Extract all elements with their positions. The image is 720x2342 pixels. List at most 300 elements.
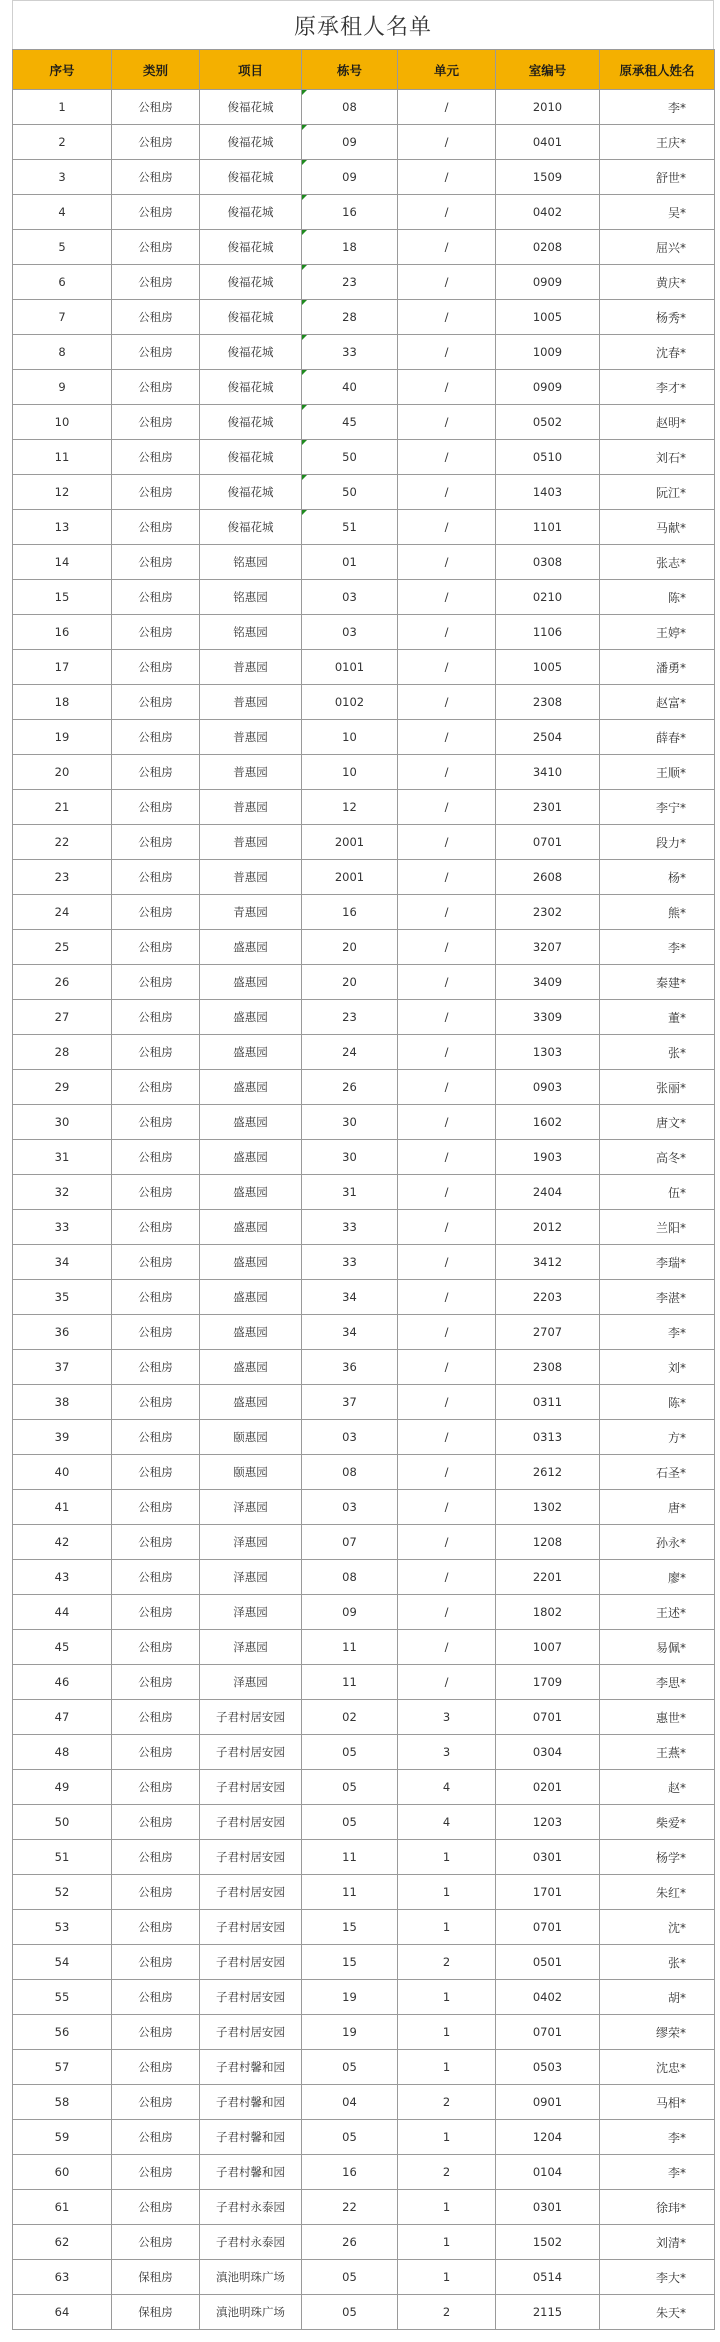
building-cell: 28 [302, 300, 398, 335]
category-cell: 公租房 [112, 1910, 200, 1945]
room-cell: 1509 [496, 160, 600, 195]
room-cell: 2012 [496, 1210, 600, 1245]
table-row [13, 755, 715, 790]
building-cell: 33 [302, 335, 398, 370]
row-index-cell: 4 [13, 195, 112, 230]
row-index-cell: 5 [13, 230, 112, 265]
row-index-cell: 52 [13, 1875, 112, 1910]
header-row [13, 50, 715, 90]
category-cell: 公租房 [112, 1945, 200, 1980]
project-cell: 子君村永泰园 [200, 2225, 302, 2260]
project-cell: 铭惠园 [200, 615, 302, 650]
category-cell: 公租房 [112, 1560, 200, 1595]
unit-cell: / [398, 930, 496, 965]
category-cell: 公租房 [112, 440, 200, 475]
table-row [13, 1770, 715, 1805]
row-index-cell: 19 [13, 720, 112, 755]
project-cell: 盛惠园 [200, 1105, 302, 1140]
room-cell: 2010 [496, 90, 600, 125]
category-cell: 公租房 [112, 860, 200, 895]
table-row [13, 860, 715, 895]
project-cell: 普惠园 [200, 720, 302, 755]
project-cell: 青惠园 [200, 895, 302, 930]
room-cell: 2203 [496, 1280, 600, 1315]
project-cell: 普惠园 [200, 685, 302, 720]
table-row [13, 930, 715, 965]
category-cell: 公租房 [112, 510, 200, 545]
tenant-name-cell: 方* [600, 1420, 715, 1455]
table-row [13, 1000, 715, 1035]
row-index-cell: 6 [13, 265, 112, 300]
building-cell: 15 [302, 1945, 398, 1980]
project-cell: 子君村居安园 [200, 1840, 302, 1875]
table-row [13, 1525, 715, 1560]
tenant-name-cell: 马相* [600, 2085, 715, 2120]
unit-cell: / [398, 860, 496, 895]
project-cell: 泽惠园 [200, 1630, 302, 1665]
unit-cell: 2 [398, 2295, 496, 2330]
unit-cell: / [398, 1350, 496, 1385]
table-row [13, 615, 715, 650]
project-cell: 颐惠园 [200, 1420, 302, 1455]
project-cell: 子君村居安园 [200, 1700, 302, 1735]
column-header-category: 类别 [112, 50, 200, 90]
project-cell: 俊福花城 [200, 230, 302, 265]
row-index-cell: 25 [13, 930, 112, 965]
category-cell: 公租房 [112, 2015, 200, 2050]
category-cell: 公租房 [112, 2050, 200, 2085]
room-cell: 1502 [496, 2225, 600, 2260]
unit-cell: / [398, 1525, 496, 1560]
unit-cell: 1 [398, 1840, 496, 1875]
project-cell: 泽惠园 [200, 1560, 302, 1595]
project-cell: 子君村馨和园 [200, 2050, 302, 2085]
table-row [13, 1630, 715, 1665]
tenant-name-cell: 李湛* [600, 1280, 715, 1315]
tenant-name-cell: 胡* [600, 1980, 715, 2015]
room-cell: 2301 [496, 790, 600, 825]
project-cell: 普惠园 [200, 860, 302, 895]
category-cell: 公租房 [112, 965, 200, 1000]
unit-cell: / [398, 1560, 496, 1595]
table-row [13, 685, 715, 720]
row-index-cell: 54 [13, 1945, 112, 1980]
category-cell: 公租房 [112, 1700, 200, 1735]
table-row [13, 125, 715, 160]
table-row [13, 1735, 715, 1770]
table-row [13, 1700, 715, 1735]
project-cell: 俊福花城 [200, 405, 302, 440]
room-cell: 0304 [496, 1735, 600, 1770]
category-cell: 公租房 [112, 1420, 200, 1455]
tenant-name-cell: 董* [600, 1000, 715, 1035]
building-cell: 08 [302, 1560, 398, 1595]
table-row [13, 1490, 715, 1525]
tenant-name-cell: 秦建* [600, 965, 715, 1000]
room-cell: 3409 [496, 965, 600, 1000]
project-cell: 盛惠园 [200, 1280, 302, 1315]
room-cell: 0308 [496, 545, 600, 580]
category-cell: 公租房 [112, 2085, 200, 2120]
row-index-cell: 33 [13, 1210, 112, 1245]
project-cell: 子君村居安园 [200, 2015, 302, 2050]
table-row [13, 1315, 715, 1350]
category-cell: 公租房 [112, 1770, 200, 1805]
room-cell: 3207 [496, 930, 600, 965]
project-cell: 滇池明珠广场 [200, 2260, 302, 2295]
row-index-cell: 2 [13, 125, 112, 160]
project-cell: 俊福花城 [200, 370, 302, 405]
project-cell: 盛惠园 [200, 930, 302, 965]
unit-cell: / [398, 230, 496, 265]
room-cell: 0901 [496, 2085, 600, 2120]
building-cell: 19 [302, 1980, 398, 2015]
room-cell: 1802 [496, 1595, 600, 1630]
table-row [13, 2190, 715, 2225]
room-cell: 0903 [496, 1070, 600, 1105]
building-cell: 36 [302, 1350, 398, 1385]
tenant-name-cell: 沈春* [600, 335, 715, 370]
table-row [13, 1105, 715, 1140]
table-row [13, 2260, 715, 2295]
room-cell: 1204 [496, 2120, 600, 2155]
tenant-name-cell: 吴* [600, 195, 715, 230]
unit-cell: 1 [398, 2260, 496, 2295]
unit-cell: / [398, 1000, 496, 1035]
building-cell: 26 [302, 1070, 398, 1105]
tenant-name-cell: 李* [600, 90, 715, 125]
tenant-name-cell: 李* [600, 2120, 715, 2155]
room-cell: 0401 [496, 125, 600, 160]
room-cell: 0701 [496, 1910, 600, 1945]
building-cell: 09 [302, 125, 398, 160]
row-index-cell: 21 [13, 790, 112, 825]
table-row [13, 90, 715, 125]
room-cell: 0210 [496, 580, 600, 615]
project-cell: 子君村居安园 [200, 1805, 302, 1840]
table-row [13, 1385, 715, 1420]
project-cell: 俊福花城 [200, 125, 302, 160]
building-cell: 08 [302, 90, 398, 125]
row-index-cell: 18 [13, 685, 112, 720]
unit-cell: / [398, 895, 496, 930]
tenant-name-cell: 伍* [600, 1175, 715, 1210]
category-cell: 公租房 [112, 1035, 200, 1070]
unit-cell: 4 [398, 1805, 496, 1840]
row-index-cell: 64 [13, 2295, 112, 2330]
project-cell: 子君村馨和园 [200, 2085, 302, 2120]
column-header-tenant-name: 原承租人姓名 [600, 50, 715, 90]
project-cell: 盛惠园 [200, 1175, 302, 1210]
project-cell: 俊福花城 [200, 440, 302, 475]
unit-cell: / [398, 1070, 496, 1105]
unit-cell: / [398, 720, 496, 755]
room-cell: 0301 [496, 1840, 600, 1875]
tenant-name-cell: 朱红* [600, 1875, 715, 1910]
row-index-cell: 43 [13, 1560, 112, 1595]
project-cell: 盛惠园 [200, 1210, 302, 1245]
tenant-name-cell: 阮江* [600, 475, 715, 510]
project-cell: 俊福花城 [200, 195, 302, 230]
category-cell: 公租房 [112, 405, 200, 440]
room-cell: 0402 [496, 1980, 600, 2015]
tenant-name-cell: 张丽* [600, 1070, 715, 1105]
row-index-cell: 47 [13, 1700, 112, 1735]
room-cell: 0909 [496, 265, 600, 300]
category-cell: 公租房 [112, 1595, 200, 1630]
room-cell: 2115 [496, 2295, 600, 2330]
unit-cell: 2 [398, 1945, 496, 1980]
tenant-name-cell: 熊* [600, 895, 715, 930]
table-row [13, 160, 715, 195]
building-cell: 0101 [302, 650, 398, 685]
unit-cell: / [398, 615, 496, 650]
unit-cell: / [398, 545, 496, 580]
unit-cell: / [398, 790, 496, 825]
category-cell: 公租房 [112, 1350, 200, 1385]
category-cell: 公租房 [112, 265, 200, 300]
page-title: 原承租人名单 [293, 14, 432, 40]
table-row [13, 1070, 715, 1105]
room-cell: 2308 [496, 1350, 600, 1385]
unit-cell: / [398, 265, 496, 300]
project-cell: 盛惠园 [200, 1035, 302, 1070]
building-cell: 50 [302, 440, 398, 475]
building-cell: 03 [302, 1420, 398, 1455]
building-cell: 16 [302, 195, 398, 230]
unit-cell: / [398, 1455, 496, 1490]
row-index-cell: 16 [13, 615, 112, 650]
unit-cell: / [398, 965, 496, 1000]
room-cell: 0311 [496, 1385, 600, 1420]
title-row [12, 0, 714, 49]
category-cell: 公租房 [112, 1245, 200, 1280]
project-cell: 子君村馨和园 [200, 2120, 302, 2155]
tenant-name-cell: 王燕* [600, 1735, 715, 1770]
project-cell: 俊福花城 [200, 510, 302, 545]
room-cell: 2504 [496, 720, 600, 755]
unit-cell: / [398, 195, 496, 230]
project-cell: 普惠园 [200, 790, 302, 825]
project-cell: 俊福花城 [200, 160, 302, 195]
building-cell: 23 [302, 1000, 398, 1035]
building-cell: 10 [302, 720, 398, 755]
category-cell: 公租房 [112, 825, 200, 860]
building-cell: 37 [302, 1385, 398, 1420]
tenant-name-cell: 李大* [600, 2260, 715, 2295]
category-cell: 公租房 [112, 650, 200, 685]
row-index-cell: 36 [13, 1315, 112, 1350]
building-cell: 05 [302, 2295, 398, 2330]
tenant-name-cell: 刘清* [600, 2225, 715, 2260]
building-cell: 11 [302, 1665, 398, 1700]
project-cell: 泽惠园 [200, 1595, 302, 1630]
room-cell: 2308 [496, 685, 600, 720]
room-cell: 0514 [496, 2260, 600, 2295]
row-index-cell: 27 [13, 1000, 112, 1035]
room-cell: 0909 [496, 370, 600, 405]
unit-cell: / [398, 825, 496, 860]
table-row [13, 195, 715, 230]
table-row [13, 1210, 715, 1245]
category-cell: 公租房 [112, 1875, 200, 1910]
row-index-cell: 55 [13, 1980, 112, 2015]
building-cell: 33 [302, 1210, 398, 1245]
unit-cell: 4 [398, 1770, 496, 1805]
tenant-name-cell: 杨学* [600, 1840, 715, 1875]
room-cell: 3309 [496, 1000, 600, 1035]
tenant-name-cell: 李* [600, 2155, 715, 2190]
category-cell: 公租房 [112, 2225, 200, 2260]
row-index-cell: 50 [13, 1805, 112, 1840]
row-index-cell: 32 [13, 1175, 112, 1210]
room-cell: 1903 [496, 1140, 600, 1175]
table-row [13, 1595, 715, 1630]
room-cell: 2608 [496, 860, 600, 895]
table-row [13, 510, 715, 545]
unit-cell: / [398, 685, 496, 720]
unit-cell: / [398, 1210, 496, 1245]
unit-cell: 1 [398, 2190, 496, 2225]
room-cell: 2302 [496, 895, 600, 930]
project-cell: 子君村居安园 [200, 1875, 302, 1910]
category-cell: 公租房 [112, 1980, 200, 2015]
unit-cell: / [398, 1595, 496, 1630]
building-cell: 20 [302, 965, 398, 1000]
building-cell: 11 [302, 1840, 398, 1875]
unit-cell: / [398, 755, 496, 790]
category-cell: 公租房 [112, 1175, 200, 1210]
row-index-cell: 56 [13, 2015, 112, 2050]
tenant-name-cell: 李* [600, 930, 715, 965]
room-cell: 0701 [496, 825, 600, 860]
unit-cell: / [398, 90, 496, 125]
column-header-project: 项目 [200, 50, 302, 90]
table-row [13, 405, 715, 440]
building-cell: 15 [302, 1910, 398, 1945]
building-cell: 16 [302, 2155, 398, 2190]
building-cell: 34 [302, 1315, 398, 1350]
table-row [13, 1035, 715, 1070]
table-row [13, 2155, 715, 2190]
room-cell: 1701 [496, 1875, 600, 1910]
category-cell: 保租房 [112, 2295, 200, 2330]
building-cell: 10 [302, 755, 398, 790]
building-cell: 0102 [302, 685, 398, 720]
category-cell: 公租房 [112, 125, 200, 160]
category-cell: 公租房 [112, 1490, 200, 1525]
room-cell: 0502 [496, 405, 600, 440]
building-cell: 03 [302, 615, 398, 650]
category-cell: 公租房 [112, 895, 200, 930]
tenant-name-cell: 缪荣* [600, 2015, 715, 2050]
table-row [13, 230, 715, 265]
building-cell: 09 [302, 160, 398, 195]
category-cell: 公租房 [112, 335, 200, 370]
room-cell: 1303 [496, 1035, 600, 1070]
tenant-name-cell: 杨秀* [600, 300, 715, 335]
room-cell: 1005 [496, 650, 600, 685]
building-cell: 23 [302, 265, 398, 300]
room-cell: 0701 [496, 2015, 600, 2050]
row-index-cell: 38 [13, 1385, 112, 1420]
row-index-cell: 40 [13, 1455, 112, 1490]
project-cell: 普惠园 [200, 650, 302, 685]
room-cell: 1101 [496, 510, 600, 545]
tenant-name-cell: 马献* [600, 510, 715, 545]
tenant-name-cell: 黄庆* [600, 265, 715, 300]
roster-sheet [12, 0, 714, 2330]
category-cell: 公租房 [112, 1735, 200, 1770]
building-cell: 12 [302, 790, 398, 825]
row-index-cell: 60 [13, 2155, 112, 2190]
building-cell: 2001 [302, 825, 398, 860]
row-index-cell: 15 [13, 580, 112, 615]
row-index-cell: 10 [13, 405, 112, 440]
tenant-name-cell: 徐玮* [600, 2190, 715, 2225]
unit-cell: / [398, 1105, 496, 1140]
category-cell: 公租房 [112, 615, 200, 650]
row-index-cell: 9 [13, 370, 112, 405]
project-cell: 子君村居安园 [200, 1980, 302, 2015]
project-cell: 盛惠园 [200, 1070, 302, 1105]
category-cell: 公租房 [112, 370, 200, 405]
category-cell: 公租房 [112, 1315, 200, 1350]
row-index-cell: 48 [13, 1735, 112, 1770]
category-cell: 公租房 [112, 755, 200, 790]
table-row [13, 1420, 715, 1455]
project-cell: 普惠园 [200, 825, 302, 860]
project-cell: 子君村居安园 [200, 1735, 302, 1770]
table-header [13, 50, 715, 90]
unit-cell: / [398, 1175, 496, 1210]
row-index-cell: 51 [13, 1840, 112, 1875]
unit-cell: / [398, 405, 496, 440]
table-row [13, 1455, 715, 1490]
row-index-cell: 46 [13, 1665, 112, 1700]
tenant-name-cell: 刘石* [600, 440, 715, 475]
unit-cell: / [398, 1630, 496, 1665]
project-cell: 子君村居安园 [200, 1945, 302, 1980]
building-cell: 31 [302, 1175, 398, 1210]
project-cell: 俊福花城 [200, 265, 302, 300]
table-row [13, 965, 715, 1000]
table-row [13, 2050, 715, 2085]
room-cell: 3410 [496, 755, 600, 790]
building-cell: 16 [302, 895, 398, 930]
row-index-cell: 35 [13, 1280, 112, 1315]
building-cell: 11 [302, 1875, 398, 1910]
tenant-name-cell: 沈忠* [600, 2050, 715, 2085]
row-index-cell: 8 [13, 335, 112, 370]
table-row [13, 1875, 715, 1910]
table-row [13, 475, 715, 510]
row-index-cell: 63 [13, 2260, 112, 2295]
room-cell: 1709 [496, 1665, 600, 1700]
unit-cell: / [398, 475, 496, 510]
tenant-name-cell: 易佩* [600, 1630, 715, 1665]
unit-cell: 1 [398, 2050, 496, 2085]
tenant-name-cell: 惠世* [600, 1700, 715, 1735]
unit-cell: / [398, 1420, 496, 1455]
table-row [13, 2120, 715, 2155]
tenant-name-cell: 张* [600, 1945, 715, 1980]
table-row [13, 1175, 715, 1210]
project-cell: 子君村居安园 [200, 1910, 302, 1945]
category-cell: 公租房 [112, 790, 200, 825]
row-index-cell: 28 [13, 1035, 112, 1070]
category-cell: 公租房 [112, 545, 200, 580]
